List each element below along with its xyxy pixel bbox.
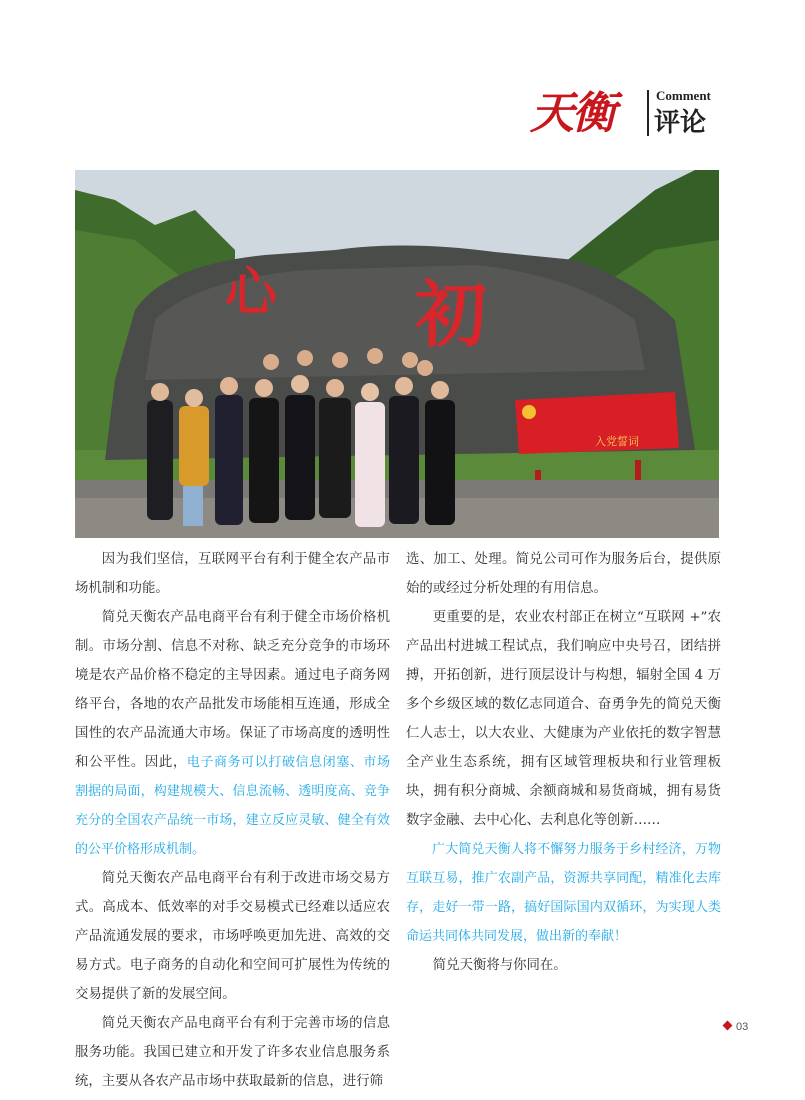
- masthead: [530, 86, 720, 142]
- rock-character-chu: 初: [415, 272, 488, 357]
- brand-logo: 天衡: [530, 88, 614, 139]
- article-column-right: [406, 545, 721, 980]
- group-photo: [75, 170, 719, 538]
- page-footer: [724, 1021, 748, 1033]
- article-column-left: [75, 545, 390, 1096]
- masthead-divider: [647, 90, 649, 136]
- highlighted-text: 电子商务可以打破信息闭塞、市场割据的局面，构建规模大、信息流畅、透明度高、竞争充分的全国农产品统一市场，建立反应灵敏、健全有效的公平价格形成机制。: [75, 755, 390, 857]
- paragraph: 简兑天衡将与你同在。: [432, 958, 567, 973]
- paragraph: [75, 603, 390, 864]
- photo-illustration: [75, 170, 719, 538]
- paragraph: 更重要的是，农业农村部正在树立“互联网 +”农产品出村进城工程试点，我们响应中央号召，团结拼搏，开拓创新，进行顶层设计与构想，辐射全国 4 万多个乡级区域的数亿志同道合、奋勇争先的简兑天衡仁人志士，以大农业、大健康为产业依托的数字智慧全产业生态系统，拥有区域管理板块和行业管理板块，拥有积分商城、余额商城和易货商城，拥有易货数字金融、去中心化、去利息化等创新……: [406, 610, 721, 828]
- paragraph: 简兑天衡农产品电商平台有利于改进市场交易方式。高成本、低效率的对手交易模式已经难以适应农产品流通发展的要求，市场呼唤更加先进、高效的交易方式。电子商务的自动化和空间可扩展性为传统的交易提供了新的发展空间。: [75, 871, 390, 1002]
- section-label-en: Comment: [656, 88, 711, 103]
- paragraph: 简兑天衡农产品电商平台有利于完善市场的信息服务功能。我国已建立和开发了许多农业信息服务系统，主要从各农产品市场中获取最新的信息，进行筛: [75, 1016, 390, 1089]
- page-number: 03: [736, 1021, 749, 1033]
- rock-character-xin: 心: [225, 262, 278, 323]
- paragraph: 因为我们坚信，互联网平台有利于健全农产品市场机制和功能。: [75, 552, 390, 596]
- diamond-icon: [723, 1021, 733, 1031]
- oath-sign-title: 入党誓词: [595, 435, 639, 448]
- paragraph: 选、加工、处理。简兑公司可作为服务后台，提供原始的或经过分析处理的有用信息。: [406, 552, 721, 596]
- section-label-zh: 评论: [654, 108, 707, 138]
- highlighted-paragraph: 广大简兑天衡人将不懈努力服务于乡村经济，万物互联互易，推广农副产品，资源共享同配，精准化去库存，走好一带一路，搞好国际国内双循环，为实现人类命运共同体共同发展，做出新的奉献！: [406, 842, 721, 944]
- paragraph-text: 简兑天衡农产品电商平台有利于健全市场价格机制。市场分割、信息不对称、缺乏充分竞争的市场环境是农产品价格不稳定的主导因素。通过电子商务网络平台，各地的农产品批发市场能相互连通，形成全国性的农产品流通大市场。保证了市场高度的透明性和公平性。因此，: [75, 610, 390, 770]
